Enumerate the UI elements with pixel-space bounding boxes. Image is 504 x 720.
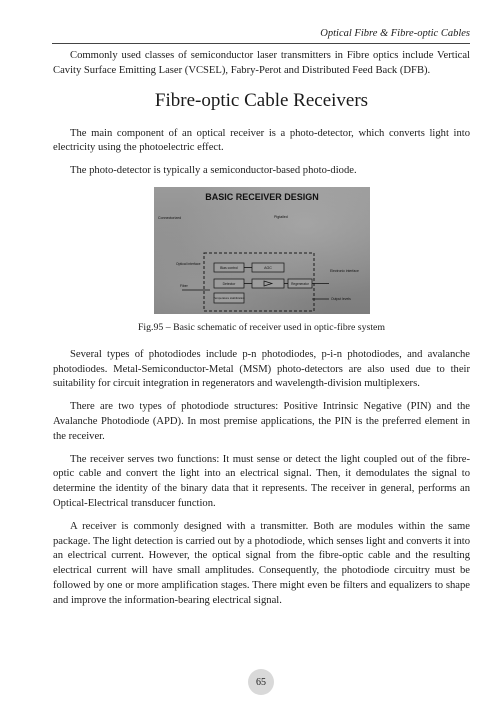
label-output-levels: Output levels: [330, 296, 351, 301]
body-paragraph: There are two types of photodiode structures: Positive Intrinsic Negative (PIN) and the Avalanche Photodiode (APD). In most premise applications, the PIN is the preferred element in the receiver.: [53, 401, 470, 442]
receiver-design-figure: [154, 187, 370, 314]
label-optical-interface: Optical interface: [175, 261, 200, 266]
figure-title: BASIC RECEIVER DESIGN: [204, 191, 319, 202]
body-paragraph: The main component of an optical receiver is a photo-detector, which converts light into electricity using the photoelectric effect.: [53, 127, 470, 154]
label-detector: Detector: [222, 281, 235, 286]
body-paragraph: The photo-detector is typically a semiconductor-based photo-diode.: [70, 165, 357, 177]
label-regenerator: Regenerator: [290, 281, 309, 286]
section-title: Fibre-optic Cable Receivers: [154, 89, 369, 111]
body-paragraph: The receiver serves two functions: It must sense or detect the light coupled out of the fibre-optic cable and convert the light into an electrical signal. Then, it demodulates the signal to determine the identity of the binary data that it represents. The receiver in general, performs an Optical-Electrical transducer function.: [53, 453, 470, 509]
label-connectorized: Connectorized: [157, 215, 181, 220]
intro-paragraph: Commonly used classes of semiconductor laser transmitters in Fibre optics include Vertical Cavity Surface Emitting Laser (VCSEL), Fabry-Perot and Distributed Feed Back (DFB).: [53, 50, 470, 76]
label-agc: AGC: [263, 265, 272, 270]
figure-caption: Fig.95 – Basic schematic of receiver used in optic-fibre system: [137, 321, 386, 333]
body-paragraph: Several types of photodiodes include p-n photodiodes, p-i-n photodiodes, and avalanche photodiodes. Metal-Semiconductor-Metal (MSM) photo-detectors are also used due to their suitability for circuit integration in regenerators and wavelength-division multiplexers.: [53, 348, 470, 390]
running-header: Optical Fibre & Fibre-optic Cables: [320, 28, 470, 39]
page-number: 65: [248, 669, 274, 695]
label-fiber: Fiber: [179, 283, 188, 288]
label-temperature-stabilization: Temperature stabilization: [212, 295, 245, 300]
receiver-schematic: [154, 187, 370, 314]
amplifier-block: [252, 279, 284, 288]
header-rule: [52, 43, 470, 44]
page-body: [53, 49, 470, 617]
body-paragraph: A receiver is commonly designed with a transmitter. Both are modules within the same package. The light detection is carried out by a photodiode, which senses light and converts it into an electrical current. However, the optical signal from the fibre-optic cable and the resulting electrical current will have small amplitudes. Consequently, the photodiode circuitry must be followed by one or more amplification stages. There might even be filters and equalizers to shape and improve the information-bearing electrical signal.: [53, 520, 470, 606]
label-electronic-interface: Electronic interface: [329, 268, 359, 273]
label-bias-control: Bias control: [219, 265, 238, 270]
label-pigtailed: Pigtailed: [273, 214, 288, 219]
